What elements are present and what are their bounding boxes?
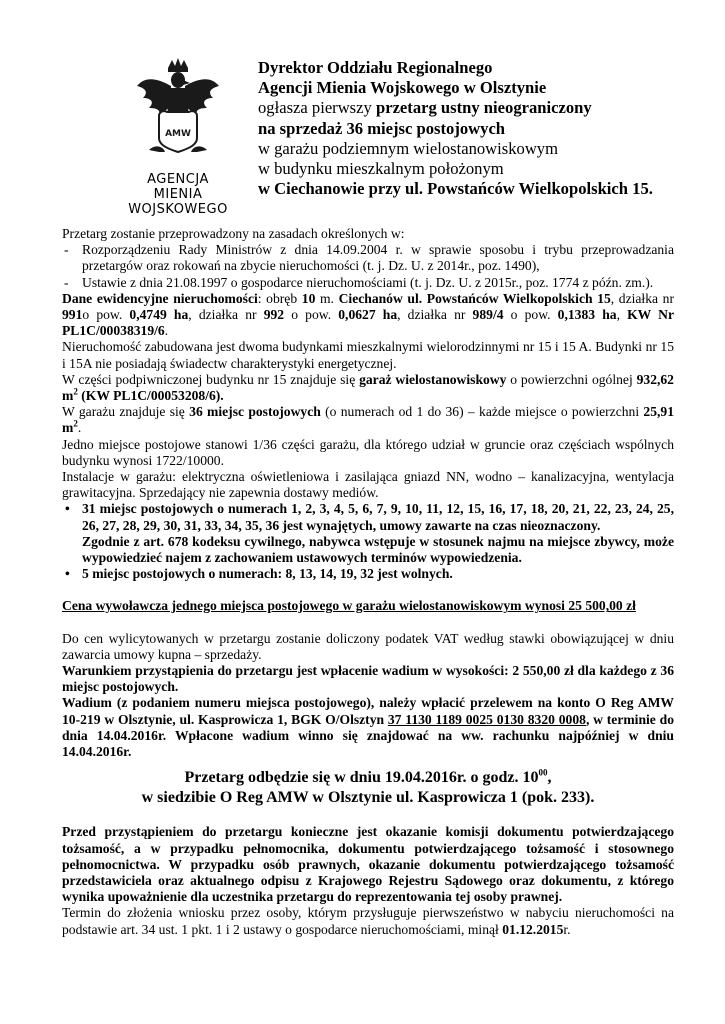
documents-text: Przed przystąpieniem do przetargu konieczne jest okazanie komisji dokumentu potwierdzającego tożsamość, a w przypadku pełnomocnika, dokumentu potwierdzającego tożsamość i stosownego pełnomocnictwa. W przypadku osób prawnych, okazanie dokumentu potwierdzającego tożsamość przedstawiciela oraz aktualnego odpisu z Krajowego Rejestru Sądowego oraz dokumentu, z którego wynika upoważnienie dla uczestnika przetargu do reprezentowania tej osoby prawnej. xyxy=(62,824,674,905)
intro-text: Przetarg zostanie przeprowadzony na zasadach określonych w: xyxy=(62,226,405,241)
list-item: - Rozporządzeniu Rady Ministrów z dnia 14.09.2004 r. w sprawie sposobu i trybu przeprowadzania przetargów oraz rokowań na zbycie nieruchomości (t. j. Dz. U. z 2014r., poz. 1490), xyxy=(62,242,674,274)
header-line-7: w Ciechanowie przy ul. Powstańców Wielkopolskich 15. xyxy=(258,179,653,199)
deposit-text: Wadium (z podaniem numeru miejsca postojowego), należy wpłacić przelewem na konto O Reg AMW 10-219 w Olsztynie, ul. Kasprowicza 1, BGK O/Olsztyn 37 1130 1189 0025 0130 8320 0008, w terminie do dnia 14.04.2016r. Wpłacone wadium winno się znajdować na ww. rachunku najpóźniej w dniu 14.04.2016r. xyxy=(62,695,674,760)
price-text: Cena wywoławcza jednego miejsca postojowego w garażu wielostanowiskowym wynosi 25 500,00 zł xyxy=(62,598,636,614)
list-item: • 5 miejsc postojowych o numerach: 8, 13, 14, 19, 32 jest wolnych. xyxy=(62,566,674,582)
legal-basis-list xyxy=(62,242,674,291)
garage-text: W części podpiwniczonej budynku nr 15 znajduje się garaż wielostanowiskowy o powierzchni ogólnej 932,62 $m^2$ (KW PL1C/00053208/6). xyxy=(62,371,674,404)
header-line-4: na sprzedaż 36 miejsc postojowych xyxy=(258,118,506,138)
registry-data: Dane ewidencyjne nieruchomości: obręb 10 m. Ciechanów ul. Powstańców Wielkopolskich 15, działka nr 991o pow. 0,4749 ha, działka nr 992 o pow. 0,0627 ha, działka nr 989/4 o pow. 0,1383 ha, KW Nr PL1C/00038319/6. xyxy=(62,290,675,339)
built-text: Nieruchomość zabudowana jest dwoma budynkami mieszkalnymi wielorodzinnymi nr 15 i 15 A. Budynki nr 15 i 15A nie posiadają świadectw charakterystyki energetycznej. xyxy=(62,339,674,371)
header-line-1: Dyrektor Oddziału Regionalnego xyxy=(258,58,493,77)
logo-line-2: MIENIA WOJSKOWEGO xyxy=(128,187,228,217)
installations-text: Instalacje w garażu: elektryczna oświetleniowa i zasilająca gniazd NN, wodno – kanalizacyjna, wentylacja grawitacyjna. Sprzedający nie zapewnia dostawy mediów. xyxy=(62,469,674,501)
header-line-2: Agencji Mienia Wojskowego w Olsztynie xyxy=(258,78,547,98)
logo-line-1: AGENCJA xyxy=(147,172,209,187)
auction-date: Przetarg odbędzie się w dniu 19.04.2016r. o godz. $10^{00}$, xyxy=(184,767,552,787)
vat-text: Do cen wylicytowanych w przetargu zostanie doliczony podatek VAT według stawki obowiązującej w dniu zawarcia umowy kupna – sprzedaży. xyxy=(62,630,674,662)
deposit-condition: Warunkiem przystąpienia do przetargu jest wpłacenie wadium w wysokości: 2 550,00 zł dla każdego z 36 miejsc postojowych. xyxy=(62,663,674,695)
bank-account: 37 1130 1189 0025 0130 8320 0008 xyxy=(387,711,586,727)
announcement-body xyxy=(62,226,674,938)
badge-text: AMW xyxy=(165,129,191,139)
deadline-text: Termin do złożenia wniosku przez osoby, którym przysługuje pierwszeństwo w nabyciu nieruchomości na podstawie art. 34 ust. 1 pkt. 1 i 2 ustawy o gospodarce nieruchomościami, minął 01.12.2015r. xyxy=(62,905,674,937)
amw-logo xyxy=(108,58,248,217)
list-item: - Ustawie z dnia 21.08.1997 o gospodarce nieruchomościami (t. j. Dz. U. z 2015r., poz. 1774 z późn. zm.). xyxy=(62,275,674,291)
announcement-header xyxy=(258,58,698,199)
header-line-6: w budynku mieszkalnym położonym xyxy=(258,159,504,179)
header-line-3: ogłasza pierwszy przetarg ustny nieograniczony xyxy=(258,98,592,118)
list-item: • 31 miejsc postojowych o numerach 1, 2, 3, 4, 5, 6, 7, 9, 10, 11, 12, 15, 16, 17, 18, 20, 21, 22, 23, 24, 25, 26, 27, 28, 29, 30, 31, 33, 34, 35, 36 jest wynajętych, umowy zawarte na czas nieoznaczony. Zgodnie z art. 678 kodeksu cywilnego, nabywca wstępuje w stosunek najmu na miejsce zbywcy, może wypowiedzieć najem z zachowaniem ustawowych terminów wypowiedzenia. xyxy=(62,501,674,566)
spots-status-list xyxy=(62,501,674,582)
header-line-5: w garażu podziemnym wielostanowiskowym xyxy=(258,138,559,158)
auction-place: w siedzibie O Reg AMW w Olsztynie ul. Kasprowicza 1 (pok. 233). xyxy=(141,789,595,807)
spots-text: W garażu znajduje się 36 miejsc postojowych (o numerach od 1 do 36) – każde miejsce o powierzchni 25,91 $m^2$. xyxy=(62,404,674,436)
eagle-emblem-icon xyxy=(135,58,221,168)
share-text: Jedno miejsce postojowe stanowi 1/36 części garażu, dla którego udział w gruncie oraz częściach wspólnych budynku wynosi 1722/10000. xyxy=(62,436,674,468)
